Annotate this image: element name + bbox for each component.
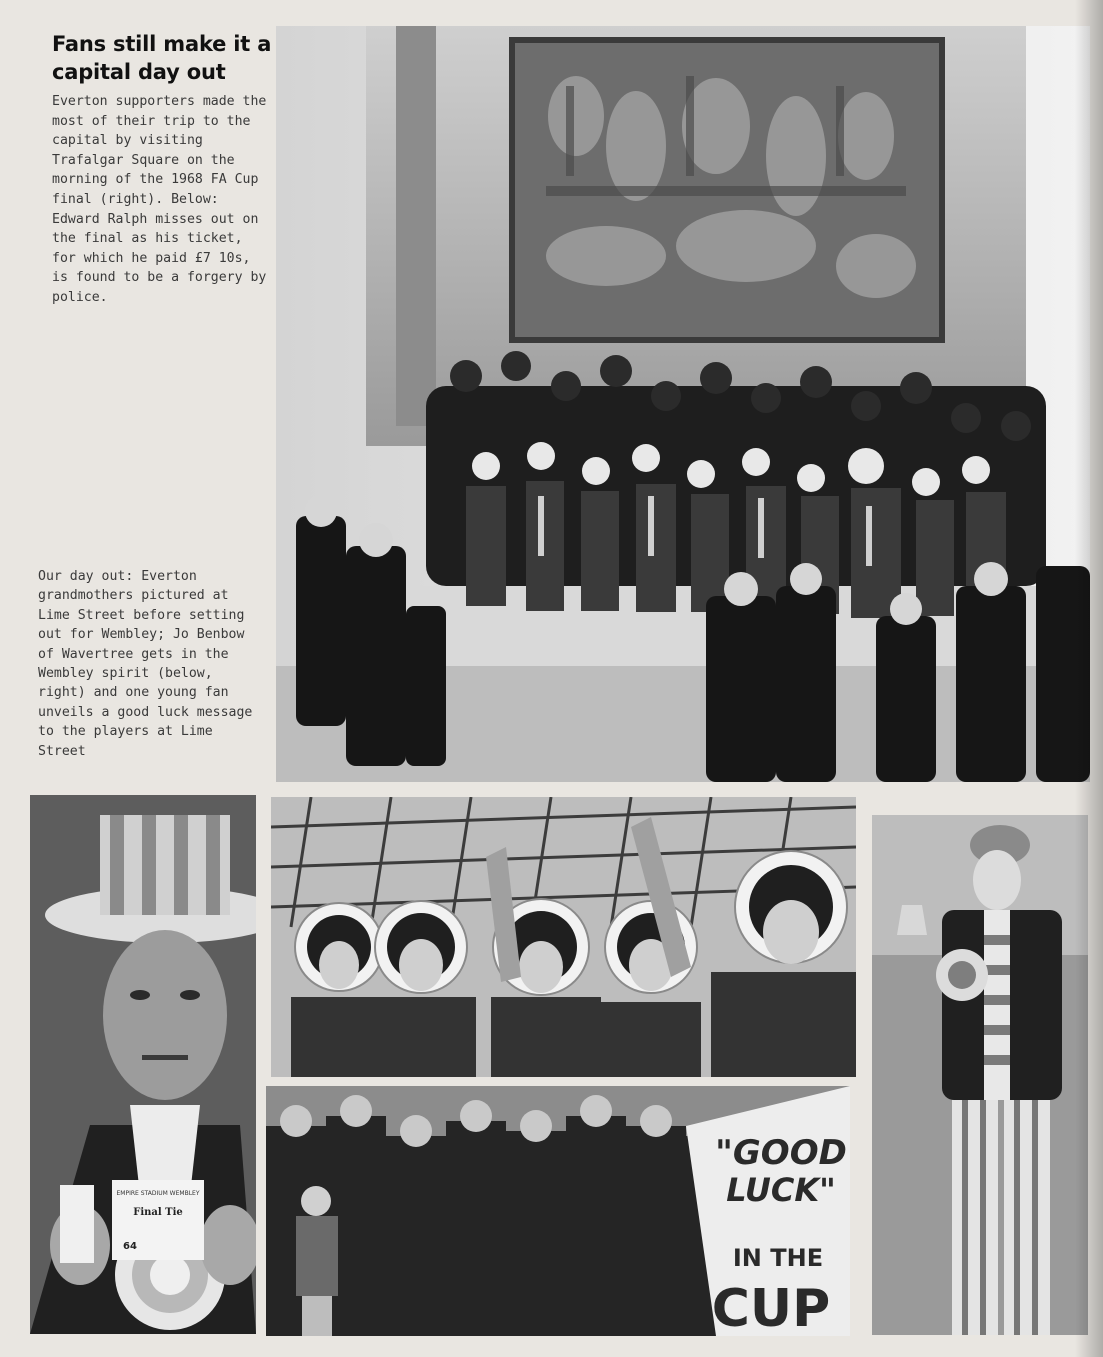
photo-good-luck-sign bbox=[266, 1086, 850, 1336]
sign-luck: LUCK" bbox=[726, 1171, 836, 1209]
ticket-number: 64 bbox=[123, 1241, 137, 1252]
photo-trafalgar-square bbox=[276, 26, 1090, 782]
ticket-final-tie: Final Tie bbox=[133, 1207, 183, 1218]
headline: Fans still make it a capital day out bbox=[52, 32, 272, 84]
photo-grandmothers-lime-street bbox=[271, 797, 856, 1077]
intro-caption: Everton supporters made the most of their trip to the capital by visiting Trafalgar Square on the morning of the 1968 FA Cup final (right). Below: Edward Ralph misses out on the final as his ticket, for which he paid £7 10s, is found to be a forgery by police. bbox=[52, 94, 267, 305]
page-gutter-shadow bbox=[1075, 0, 1103, 1357]
photo-caption: Our day out: Everton grandmothers pictured at Lime Street before setting out for Wembley; Jo Benbow of Wavertree gets in the Wembley spirit (below, right) and one young fan unveils a good luck message to the players at Lime Street bbox=[38, 569, 253, 759]
ticket-header: EMPIRE STADIUM WEMBLEY bbox=[116, 1190, 200, 1197]
sign-in-the: IN THE bbox=[732, 1244, 824, 1272]
photo-edward-ralph-ticket bbox=[30, 795, 256, 1334]
sign-cup: CUP bbox=[711, 1279, 831, 1336]
photo-jo-benbow bbox=[872, 815, 1088, 1335]
sign-good: "GOOD bbox=[715, 1133, 847, 1173]
